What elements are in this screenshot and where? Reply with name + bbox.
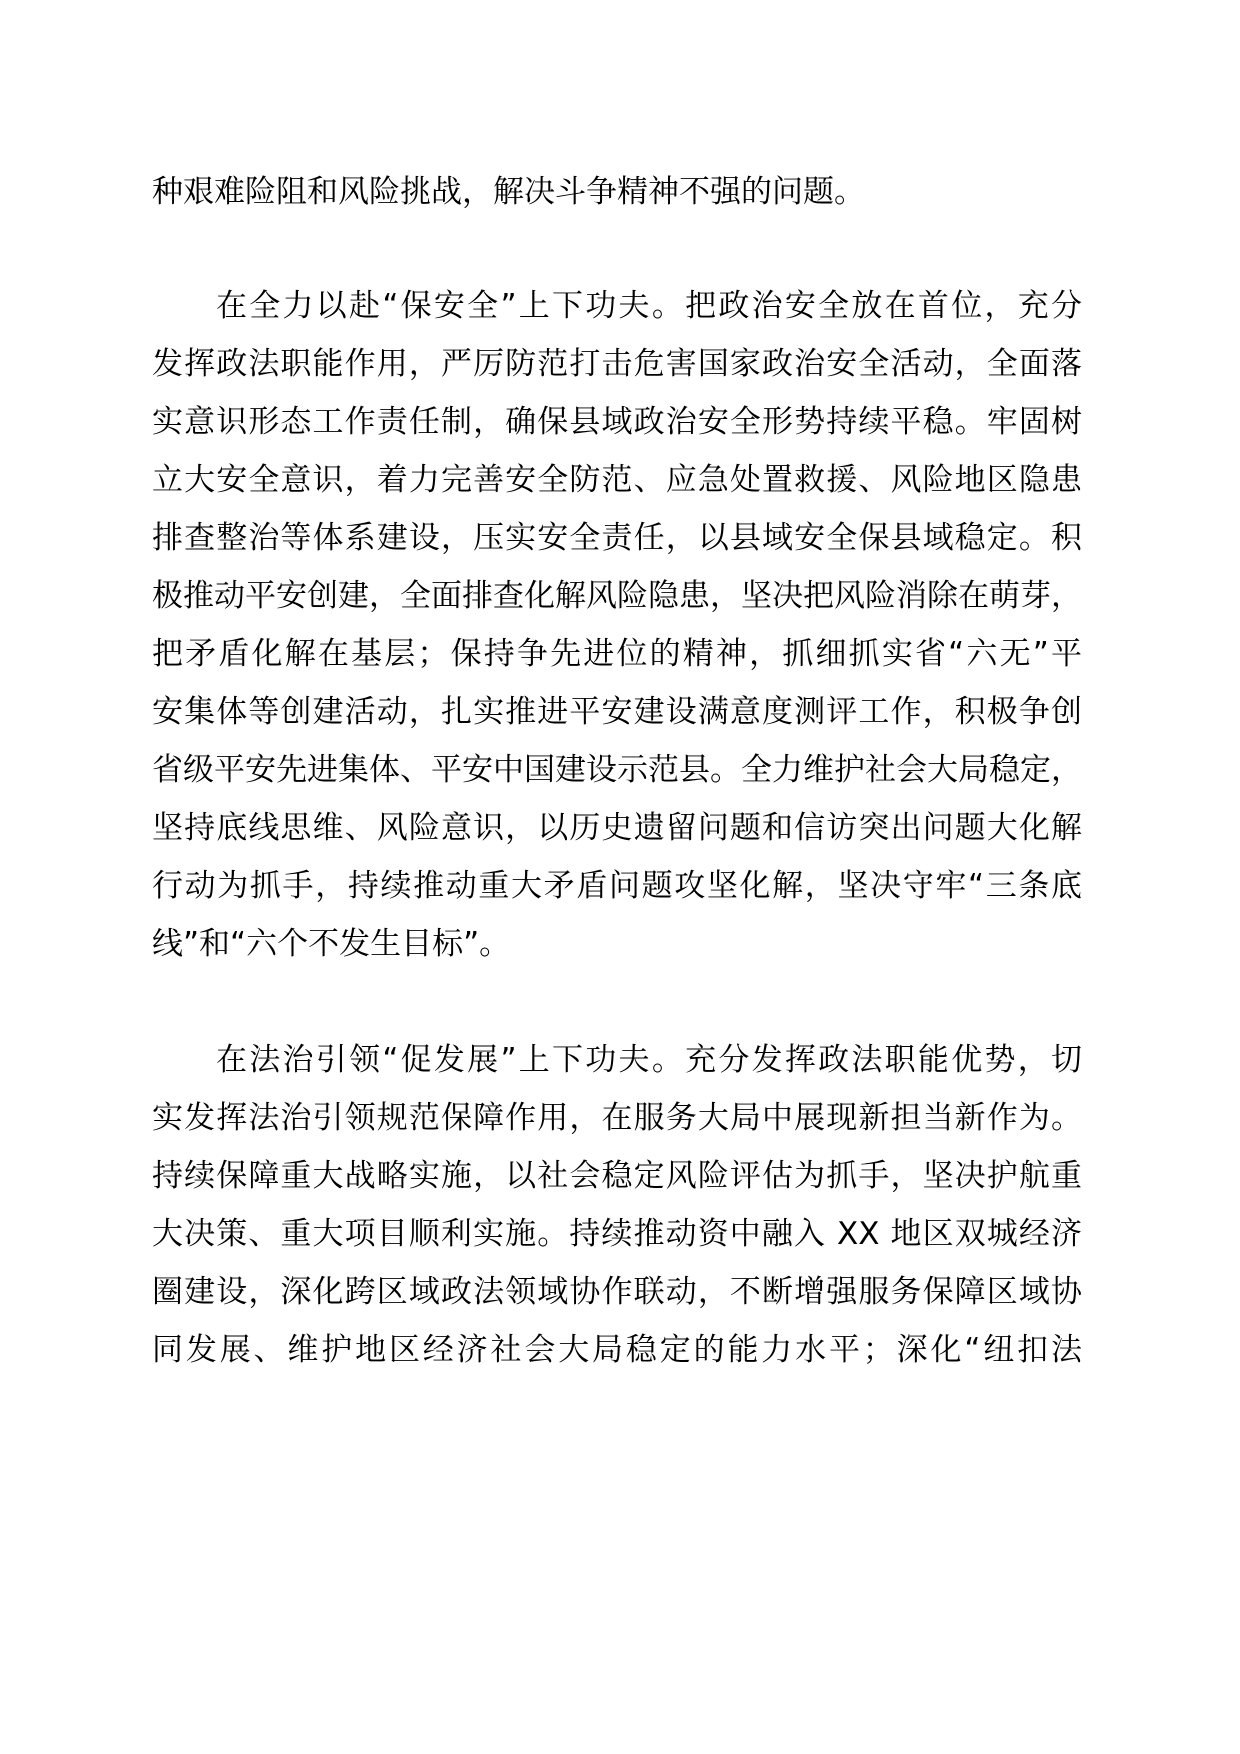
paragraph-2-line-3: 实意识形态工作责任制，确保县域政治安全形势持续平稳。牢固树	[152, 404, 1082, 440]
paragraph-2-line-2: 发挥政法职能作用，严厉防范打击危害国家政治安全活动，全面落	[152, 346, 1082, 382]
paragraph-2-line-5: 排查整治等体系建设，压实安全责任，以县域安全保县域稳定。积	[152, 520, 1082, 556]
paragraph-2-line-11: 行动为抓手，持续推动重大矛盾问题攻坚化解，坚决守牢“三条底	[152, 868, 1082, 904]
paragraph-3-line-4: 大决策、重大项目顺利实施。持续推动资中融入 XX 地区双城经济	[152, 1216, 1082, 1252]
paragraph-3-line-3: 持续保障重大战略实施，以社会稳定风险评估为抓手，坚决护航重	[152, 1158, 1082, 1194]
paragraph-3-line-6: 同发展、维护地区经济社会大局稳定的能力水平；深化“纽扣法	[152, 1332, 1082, 1368]
paragraph-1-line-1: 种艰难险阻和风险挑战，解决斗争精神不强的问题。	[152, 174, 865, 210]
paragraph-2-line-10: 坚持底线思维、风险意识，以历史遗留问题和信访突出问题大化解	[152, 810, 1082, 846]
paragraph-2-line-4: 立大安全意识，着力完善安全防范、应急处置救援、风险地区隐患	[152, 462, 1082, 498]
paragraph-2-line-1: 在全力以赴“保安全”上下功夫。把政治安全放在首位，充分	[216, 288, 1082, 324]
paragraph-2-line-12: 线”和“六个不发生目标”。	[152, 926, 511, 962]
paragraph-3-line-2: 实发挥法治引领规范保障作用，在服务大局中展现新担当新作为。	[152, 1100, 1082, 1136]
paragraph-2-line-7: 把矛盾化解在基层；保持争先进位的精神，抓细抓实省“六无”平	[152, 636, 1082, 672]
paragraph-2-line-8: 安集体等创建活动，扎实推进平安建设满意度测评工作，积极争创	[152, 694, 1082, 730]
paragraph-2-line-6: 极推动平安创建，全面排查化解风险隐患，坚决把风险消除在萌芽，	[152, 578, 1082, 614]
paragraph-3-line-5: 圈建设，深化跨区域政法领域协作联动，不断增强服务保障区域协	[152, 1274, 1082, 1310]
paragraph-2-line-9: 省级平安先进集体、平安中国建设示范县。全力维护社会大局稳定，	[152, 752, 1082, 788]
paragraph-3-line-1: 在法治引领“促发展”上下功夫。充分发挥政法职能优势，切	[216, 1042, 1082, 1078]
